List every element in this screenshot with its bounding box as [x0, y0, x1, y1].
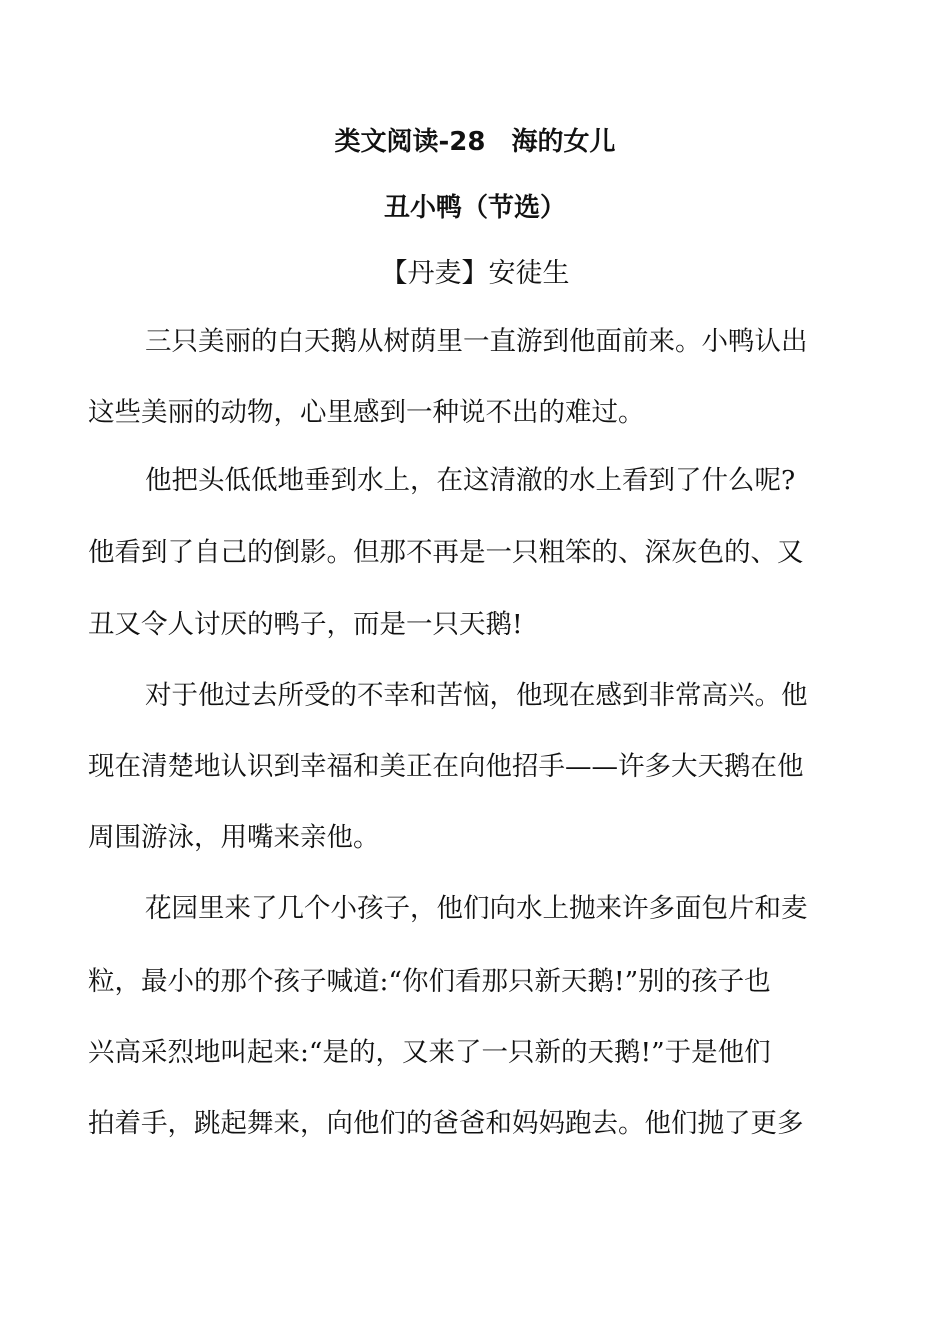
document-subtitle: 丑小鸭（节选） — [383, 193, 566, 223]
text-line: 他看到了自己的倒影。但那不再是一只粗笨的、深灰色的、又 — [88, 537, 804, 568]
text-line: 现在清楚地认识到幸福和美正在向他招手——许多大天鹅在他 — [88, 751, 804, 782]
document-title: 类文阅读-28 海的女儿 — [334, 127, 616, 157]
text-line: 这些美丽的动物，心里感到一种说不出的难过。 — [88, 397, 645, 428]
text-line: 他把头低低地垂到水上，在这清澈的水上看到了什么呢? — [145, 465, 796, 496]
text-line: 对于他过去所受的不幸和苦恼，他现在感到非常高兴。他 — [145, 680, 808, 711]
text-line: 兴高采烈地叫起来:“是的，又来了一只新的天鹅!”于是他们 — [88, 1037, 771, 1068]
author-line: 【丹麦】安徒生 — [380, 258, 570, 289]
text-line: 拍着手，跳起舞来，向他们的爸爸和妈妈跑去。他们抛了更多 — [88, 1108, 804, 1139]
text-line: 三只美丽的白天鹅从树荫里一直游到他面前来。小鸭认出 — [145, 326, 808, 357]
text-line: 丑又令人讨厌的鸭子，而是一只天鹅! — [88, 609, 523, 640]
text-line: 花园里来了几个小孩子，他们向水上抛来许多面包片和麦 — [145, 893, 808, 924]
text-line: 粒，最小的那个孩子喊道:“你们看那只新天鹅!”别的孩子也 — [88, 966, 771, 997]
text-line: 周围游泳，用嘴来亲他。 — [88, 822, 380, 853]
